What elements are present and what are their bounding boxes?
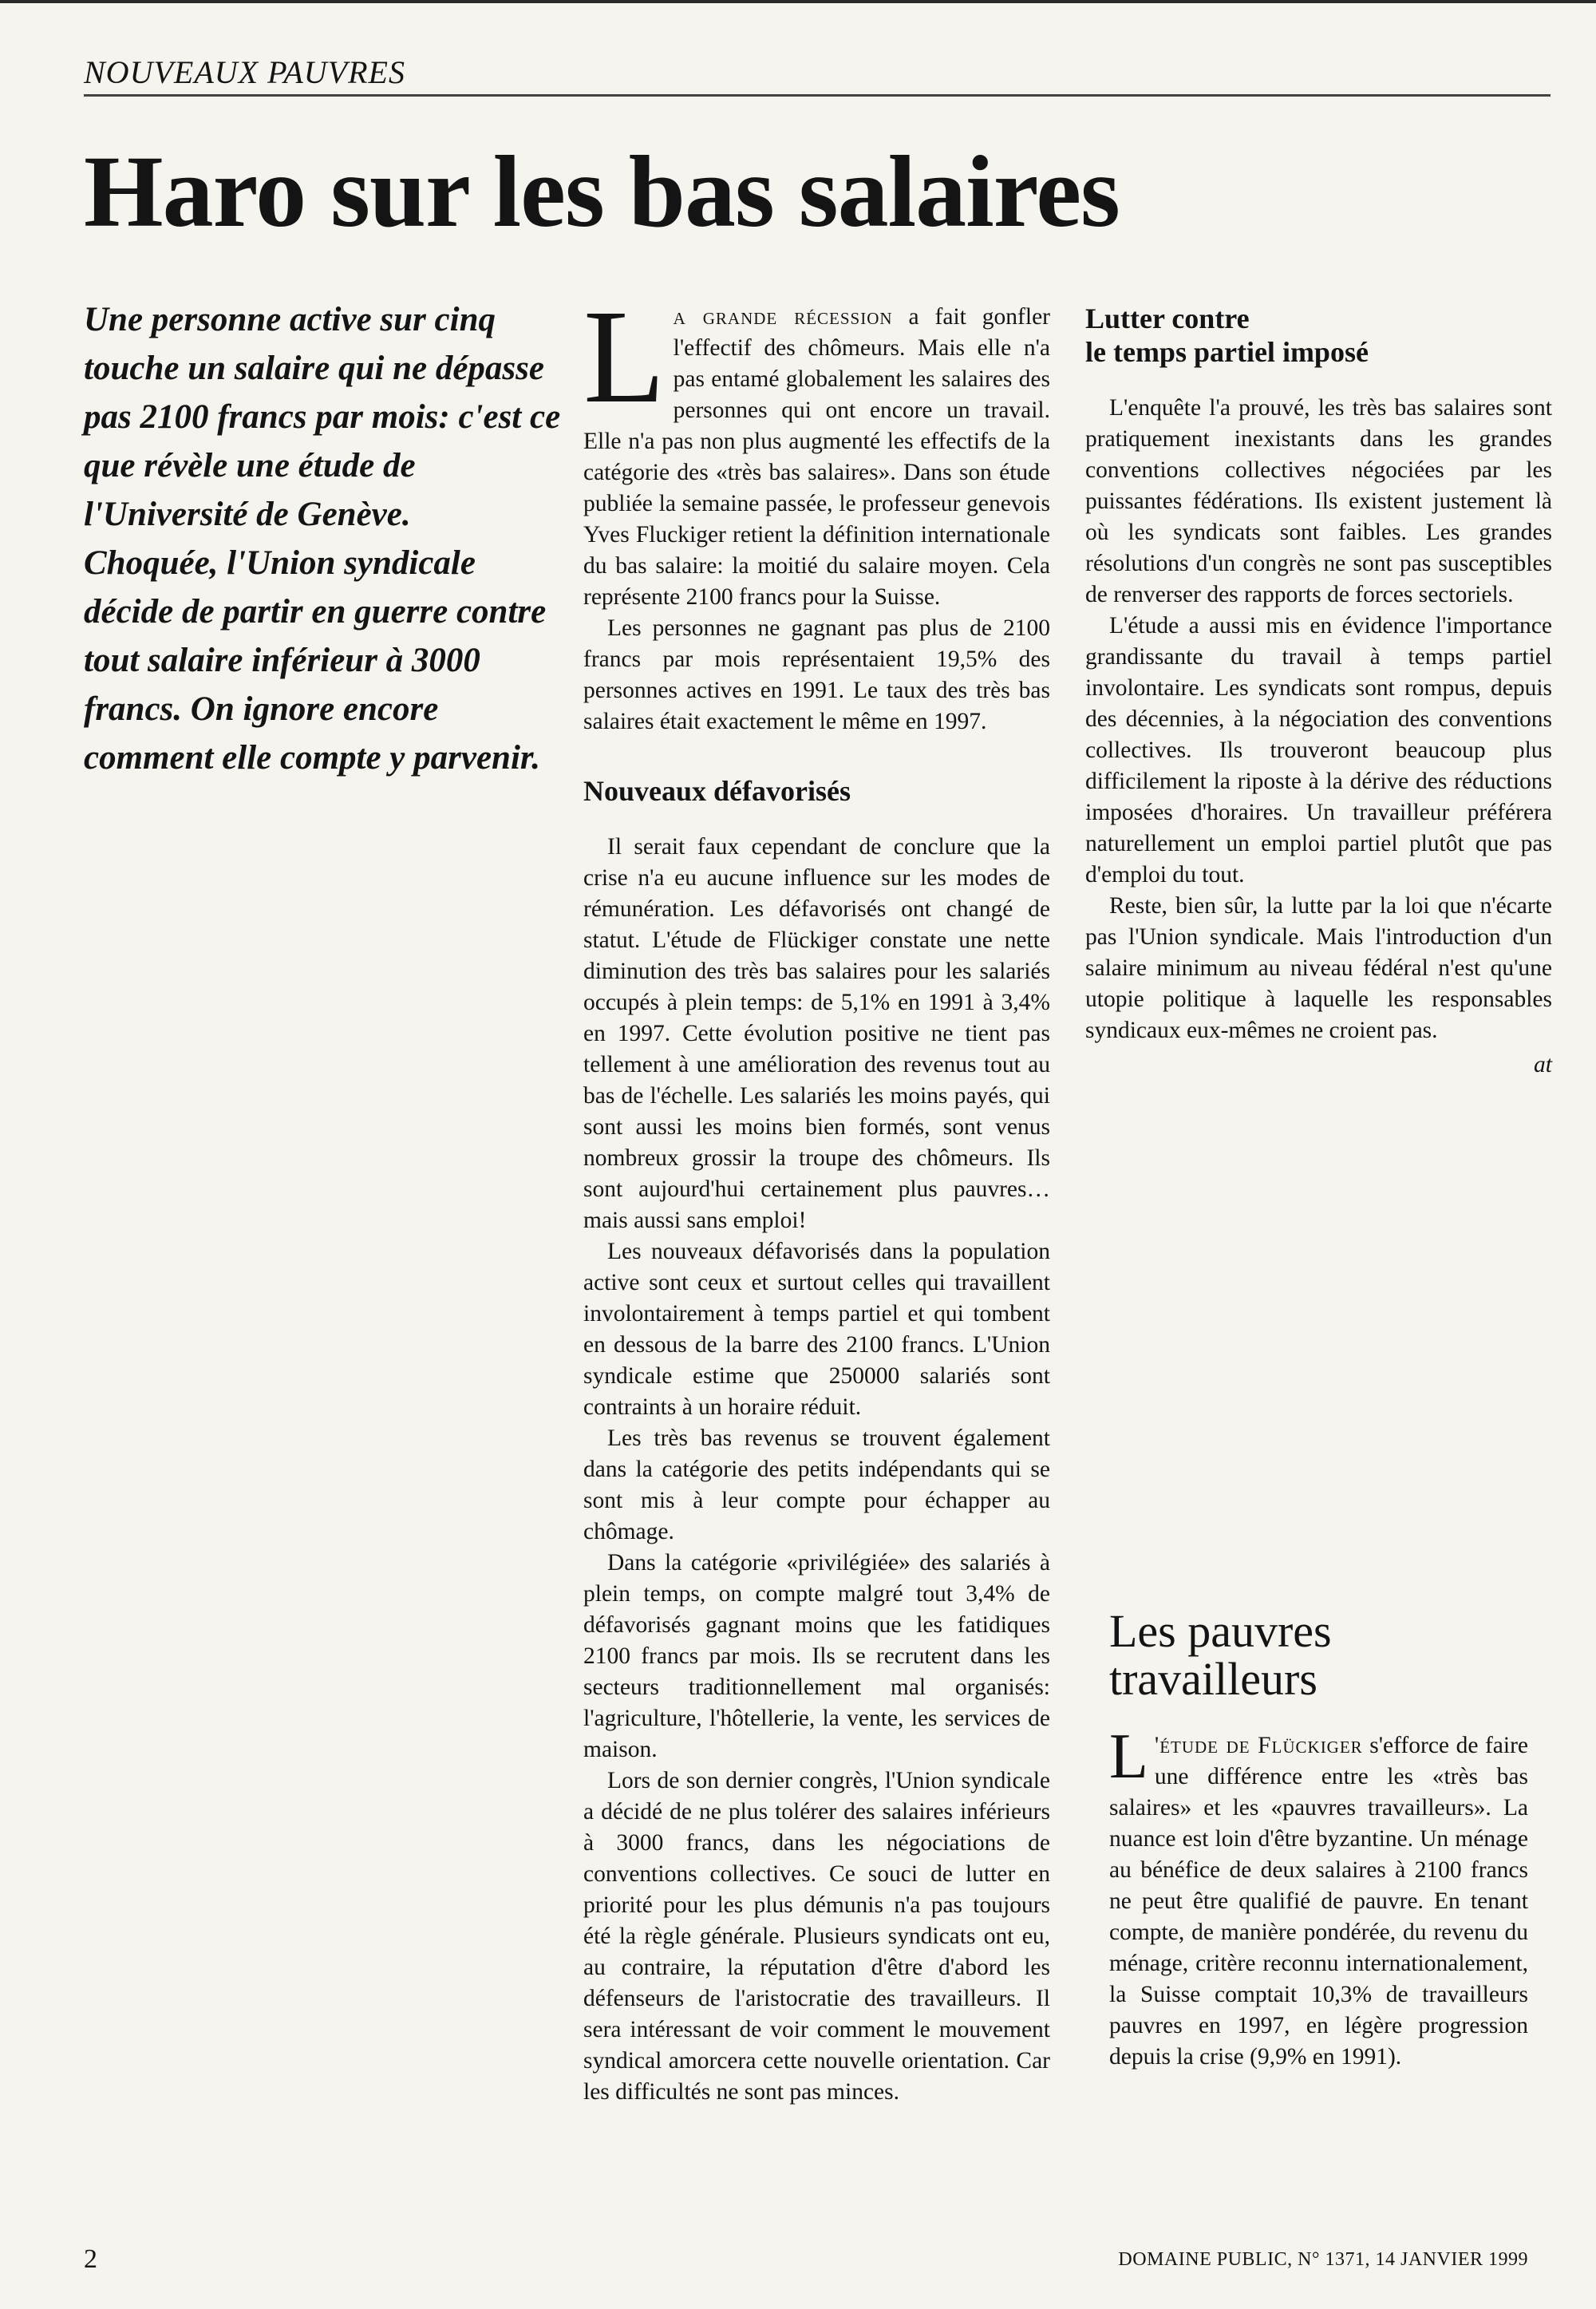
box-drop-cap: L <box>1109 1722 1148 1792</box>
box-title-line-1: Les pauvres <box>1109 1605 1332 1657</box>
publication-footer: DOMAINE PUBLIC, N° 1371, 14 JANVIER 1999 <box>1118 2249 1528 2270</box>
article-paragraph-4: Les nouveaux défavorisés dans la population active sont ceux et surtout celles qui travaillent involontairement à temps partiel et qui tombent en dessous de la barre des 2100 francs. L'Union syndicale estime que 250000 salariés sont contraints à un horaire réduit. <box>583 1239 1050 1420</box>
article-paragraph-1 <box>583 283 1050 613</box>
article-column-2 <box>1085 302 1552 1081</box>
section-rubric: NOUVEAUX PAUVRES <box>84 54 1551 97</box>
subhead-line-1: Lutter contre <box>1085 302 1250 334</box>
author-signature: at <box>1534 1052 1552 1077</box>
opening-small-caps: a grande récession <box>673 304 893 330</box>
article-paragraph-7: Lors de son dernier congrès, l'Union syndicale a décidé de ne plus tolérer des salaires inférieurs à 3000 francs, dans les négociations de conventions collectives. Ce souci de lutter en priorité pour les plus démunis n'a pas toujours été la règle générale. Plusieurs syndicats ont eu, au contraire, la réputation d'être d'abord les défenseurs de l'aristocratie des travailleurs. Il sera intéressant de voir comment le mouvement syndical amorcera cette nouvelle orientation. Car les difficultés ne sont pas minces. <box>583 1768 1050 2105</box>
box-opening-small-caps: 'étude de Flückiger <box>1154 1733 1363 1758</box>
box-body-text: s'efforce de faire une différence entre les «très bas salaires» et les «pauvres travailleurs». La nuance est loin d'être byzantine. Un ménage au bénéfice de deux salaires à 2100 francs ne peut être qualifié de pauvre. En tenant compte, de manière pondérée, du revenu du ménage, critère reconnu internationalement, la Suisse comptait 10,3% de travailleurs pauvres en 1997, en légère progression depuis la crise (9,9% en 1991). <box>1109 1733 1529 2070</box>
article-paragraph-10: Reste, bien sûr, la lutte par la loi que n'écarte pas l'Union syndicale. Mais l'introduction d'un salaire minimum au niveau fédéral n'est qu'une utopie politique à laquelle les responsables syndicaux eux-mêmes ne croient pas. <box>1085 893 1552 1043</box>
box-body <box>1109 1722 1529 2073</box>
article-column-1 <box>583 283 1050 2108</box>
drop-cap: L <box>583 283 666 431</box>
sidebar-box <box>1109 1607 1528 2073</box>
article-paragraph-5: Les très bas revenus se trouvent également dans la catégorie des petits indépendants qui se sont mis à leur compte pour échapper au chômage. <box>583 1425 1050 1544</box>
top-rule <box>0 0 1596 3</box>
subhead-line-2: le temps partiel imposé <box>1085 336 1369 368</box>
lede-paragraph-2: Choquée, l'Union syndicale décide de partir en guerre contre tout salaire inférieur à 3000 francs. On ignore encore comment elle compte y parvenir. <box>84 544 547 777</box>
subhead-nouveaux-defavorises: Nouveaux défavorisés <box>583 775 851 807</box>
box-title-line-2: travailleurs <box>1109 1653 1317 1705</box>
subhead-lutter-contre <box>1085 302 1552 369</box>
page-number: 2 <box>84 2244 97 2274</box>
article-paragraph-3: Il serait faux cependant de conclure que la crise n'a eu aucune influence sur les modes de rémunération. Les défavorisés ont changé de statut. L'étude de Flückiger constate une nette diminution des très bas salaires pour les salariés occupés à plein temps: de 5,1% en 1991 à 3,4% en 1997. Cette évolution positive ne tient pas tellement à une amélioration des revenus tout au bas de l'échelle. Les salariés les moins payés, qui sont aussi les moins bien formés, sont venus nombreux grossir la troupe des chômeurs. Ils sont aujourd'hui certainement plus pauvres… mais aussi sans emploi! <box>583 834 1050 1233</box>
article-paragraph-2: Les personnes ne gagnant pas plus de 2100 francs par mois représentaient 19,5% des personnes actives en 1991. Le taux des très bas salaires était exactement le même en 1997. <box>583 615 1050 734</box>
headline: Haro sur les bas salaires <box>84 135 1120 248</box>
box-title <box>1109 1607 1528 1703</box>
article-paragraph-6: Dans la catégorie «privilégiée» des salariés à plein temps, on compte malgré tout 3,4% de défavorisés gagnant moins que les fatidiques 2100 francs par mois. Ils se recrutent dans les secteurs traditionnellement mal organisés: l'agriculture, l'hôtellerie, la vente, les services de maison. <box>583 1550 1050 1762</box>
lede-paragraph-1: Une personne active sur cinq touche un salaire qui ne dépasse pas 2100 francs par mois: c'est ce que révèle une étude de l'Université de Genève. <box>84 301 561 533</box>
article-paragraph-9: L'étude a aussi mis en évidence l'importance grandissante du travail à temps partiel involontaire. Les syndicats sont rompus, depuis des décennies, à la négociation des conventions collectives. Ils trouveront beaucoup plus difficilement la riposte à la dérive des réductions imposées d'horaires. Un travailleur préférera naturellement un emploi partiel plutôt que pas d'emploi du tout. <box>1085 613 1552 888</box>
lede <box>84 295 563 782</box>
article-paragraph-8: L'enquête l'a prouvé, les très bas salaires sont pratiquement inexistants dans les grandes conventions collectives négociées par les puissantes fédérations. Ils existent justement là où les syndicats sont faibles. Les grandes résolutions d'un congrès ne sont pas susceptibles de renverser des rapports de forces sectoriels. <box>1085 395 1552 607</box>
article-paragraph-1-text: a fait gonfler l'effectif des chômeurs. Mais elle n'a pas entamé globalement les salaires des personnes qui ont encore un travail. Elle n'a pas non plus augmenté les effectifs de la catégorie des «très bas salaires». Dans son étude publiée la semaine passée, le professeur genevois Yves Fluckiger retient la définition internationale du bas salaire: la moitié du salaire moyen. Cela représente 2100 francs pour la Suisse. <box>583 304 1050 610</box>
